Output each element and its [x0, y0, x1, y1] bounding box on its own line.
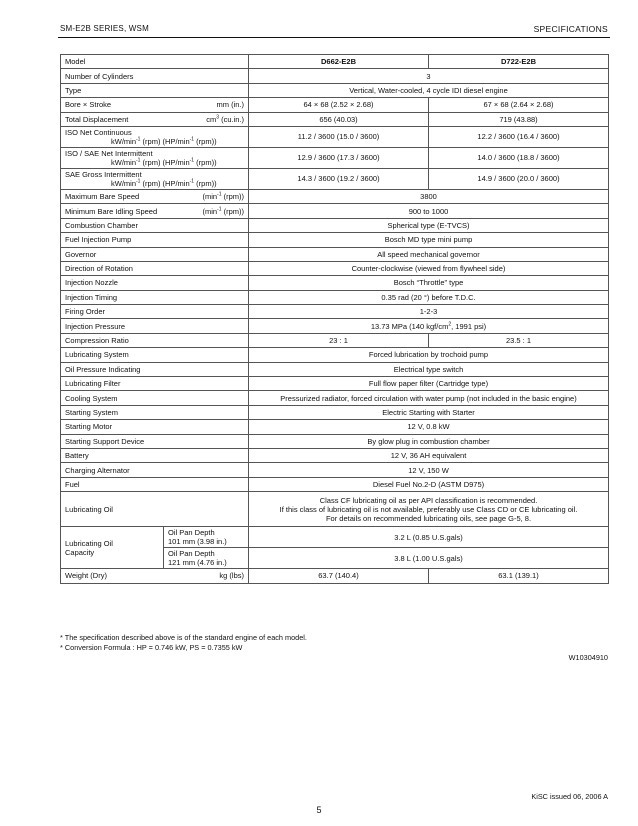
bore-d662: 64 × 68 (2.52 × 2.68): [249, 98, 429, 112]
row-model: [61, 55, 609, 69]
row-injection-timing: [61, 290, 609, 304]
nozzle-label: Injection Nozzle: [61, 276, 249, 290]
row-type: [61, 83, 609, 97]
min-idle-unit: ($\min^{-1}$ (rpm)): [202, 206, 244, 216]
capacity-b-value: 3.8 L (1.00 U.S.gals): [249, 548, 609, 569]
capacity-a-value: 3.2 L (0.85 U.S.gals): [249, 527, 609, 548]
header-rule: [58, 37, 610, 38]
nozzle-value: Bosch “Throttle” type: [249, 276, 609, 290]
specifications-table: [60, 54, 609, 584]
row-fuel: [61, 477, 609, 491]
document-code: W10304910: [568, 653, 608, 662]
iso-sae-unit: $kW/\min^{-1}$ (rpm) ($HP/\min^{-1}$ (rpm)): [111, 157, 217, 167]
iso-cont-unit: $kW/\min^{-1}$ (rpm) ($HP/\min^{-1}$ (rpm)): [111, 136, 217, 146]
min-idle-label: Minimum Bare Idling Speed: [65, 206, 158, 216]
rotation-label: Direction of Rotation: [61, 261, 249, 275]
oil-pressure-label: Oil Pressure Indicating: [61, 362, 249, 376]
row-iso-net-continuous: [61, 126, 609, 147]
type-label: Type: [61, 83, 249, 97]
weight-d662: 63.7 (140.4): [249, 569, 429, 583]
row-charging-alternator: [61, 463, 609, 477]
governor-value: All speed mechanical governor: [249, 247, 609, 261]
lub-oil-line-2: If this class of lubricating oil is not available, preferably use Class CD or CE lubricating oil.: [279, 504, 578, 514]
alternator-label: Charging Alternator: [61, 463, 249, 477]
row-combustion-chamber: [61, 218, 609, 232]
row-min-idling-speed: [61, 204, 609, 218]
sae-gross-label: SAE Gross Intermittent: [65, 169, 142, 179]
battery-value: 12 V, 36 AH equivalent: [249, 448, 609, 462]
row-displacement: [61, 112, 609, 126]
pressure-value: 13.73 MPa (140 kgf/$cm^2$, 1991 psi): [249, 319, 609, 333]
header-series-title: SM-E2B SERIES, WSM: [60, 24, 149, 33]
displacement-label: Total Displacement: [65, 114, 129, 124]
lub-oil-line-1: Class CF lubricating oil as per API classification is recommended.: [319, 495, 538, 505]
fuel-label: Fuel: [61, 477, 249, 491]
lub-oil-value: [249, 492, 609, 527]
row-starting-motor: [61, 420, 609, 434]
model-label: Model: [61, 55, 249, 69]
row-lubricating-system: [61, 348, 609, 362]
max-speed-label: Maximum Bare Speed: [65, 192, 140, 202]
lub-system-label: Lubricating System: [61, 348, 249, 362]
displacement-d722: 719 (43.88): [429, 112, 609, 126]
row-oil-pressure-indicating: [61, 362, 609, 376]
row-iso-sae-net-intermittent: [61, 147, 609, 168]
row-bore-stroke: [61, 98, 609, 112]
sae-gross-unit: $kW/\min^{-1}$ (rpm) ($HP/\min^{-1}$ (rpm)): [111, 178, 217, 188]
bore-unit: mm (in.): [216, 100, 244, 110]
support-label: Starting Support Device: [61, 434, 249, 448]
min-idle-value: 900 to 1000: [249, 204, 609, 218]
sae-gross-d662: 14.3 / 3600 (19.2 / 3600): [249, 168, 429, 189]
compression-label: Compression Ratio: [61, 333, 249, 347]
displacement-d662: 656 (40.03): [249, 112, 429, 126]
row-weight: [61, 569, 609, 583]
cylinders-value: 3: [249, 69, 609, 83]
fuel-value: Diesel Fuel No.2-D (ASTM D975): [249, 477, 609, 491]
row-injection-pressure: [61, 319, 609, 333]
type-value: Vertical, Water-cooled, 4 cycle IDI diesel engine: [249, 83, 609, 97]
lub-filter-label: Lubricating Filter: [61, 377, 249, 391]
sae-gross-d722: 14.9 / 3600 (20.0 / 3600): [429, 168, 609, 189]
row-lubricating-filter: [61, 377, 609, 391]
row-firing-order: [61, 305, 609, 319]
cylinders-label: Number of Cylinders: [61, 69, 249, 83]
iso-sae-d722: 14.0 / 3600 (18.8 / 3600): [429, 147, 609, 168]
capacity-a-label: Oil Pan Depth 101 mm (3.98 in.): [164, 527, 249, 548]
row-oil-capacity-101: [61, 527, 609, 548]
compression-d662: 23 : 1: [249, 333, 429, 347]
row-sae-gross-intermittent: [61, 168, 609, 189]
row-starting-support-device: [61, 434, 609, 448]
model-d662: D662-E2B: [249, 55, 429, 69]
lub-system-value: Forced lubrication by trochoid pump: [249, 348, 609, 362]
firing-label: Firing Order: [61, 305, 249, 319]
header-section-title: SPECIFICATIONS: [533, 24, 608, 34]
timing-label: Injection Timing: [61, 290, 249, 304]
oil-pressure-value: Electrical type switch: [249, 362, 609, 376]
row-direction-of-rotation: [61, 261, 609, 275]
row-lubricating-oil: [61, 492, 609, 527]
row-max-bare-speed: [61, 189, 609, 203]
row-compression-ratio: [61, 333, 609, 347]
row-governor: [61, 247, 609, 261]
iso-sae-label: ISO / SAE Net Intermittent: [65, 148, 153, 158]
model-d722: D722-E2B: [429, 55, 609, 69]
max-speed-unit: ($\min^{-1}$ (rpm)): [202, 191, 244, 202]
starting-value: Electric Starting with Starter: [249, 405, 609, 419]
lub-oil-label: Lubricating Oil: [61, 492, 249, 527]
iso-cont-d722: 12.2 / 3600 (16.4 / 3600): [429, 126, 609, 147]
footnotes: [60, 633, 307, 653]
combustion-value: Spherical type (E-TVCS): [249, 218, 609, 232]
combustion-label: Combustion Chamber: [61, 218, 249, 232]
weight-d722: 63.1 (139.1): [429, 569, 609, 583]
alternator-value: 12 V, 150 W: [249, 463, 609, 477]
weight-unit: kg (lbs): [219, 571, 244, 581]
cooling-label: Cooling System: [61, 391, 249, 405]
bore-label: Bore × Stroke: [65, 100, 112, 110]
row-fuel-injection-pump: [61, 233, 609, 247]
page-number: 5: [316, 805, 322, 815]
governor-label: Governor: [61, 247, 249, 261]
firing-value: 1-2-3: [249, 305, 609, 319]
motor-label: Starting Motor: [61, 420, 249, 434]
rotation-value: Counter-clockwise (viewed from flywheel side): [249, 261, 609, 275]
max-speed-value: 3800: [249, 189, 609, 203]
battery-label: Battery: [61, 448, 249, 462]
capacity-b-label: Oil Pan Depth 121 mm (4.76 in.): [164, 548, 249, 569]
row-injection-nozzle: [61, 276, 609, 290]
footnote-standard-engine: * The specification described above is of the standard engine of each model.: [60, 633, 307, 642]
row-battery: [61, 448, 609, 462]
displacement-unit: $cm^3$ (cu.in.): [206, 114, 244, 124]
capacity-label: Lubricating Oil Capacity: [61, 527, 164, 569]
cooling-value: Pressurized radiator, forced circulation with water pump (not included in the basic engine): [249, 391, 609, 405]
lub-oil-line-3: For details on recommended lubricating oils, see page G-5, 8.: [325, 513, 532, 523]
issued-note: KiSC issued 06, 2006 A: [531, 792, 608, 801]
fuel-pump-label: Fuel Injection Pump: [61, 233, 249, 247]
motor-value: 12 V, 0.8 kW: [249, 420, 609, 434]
row-cooling-system: [61, 391, 609, 405]
lub-filter-value: Full flow paper filter (Cartridge type): [249, 377, 609, 391]
timing-value: 0.35 rad (20 °) before T.D.C.: [249, 290, 609, 304]
iso-sae-d662: 12.9 / 3600 (17.3 / 3600): [249, 147, 429, 168]
starting-label: Starting System: [61, 405, 249, 419]
iso-cont-label: ISO Net Continuous: [65, 127, 132, 137]
compression-d722: 23.5 : 1: [429, 333, 609, 347]
footnote-conversion-formula: * Conversion Formula : HP = 0.746 kW, PS = 0.7355 kW: [60, 643, 243, 652]
bore-d722: 67 × 68 (2.64 × 2.68): [429, 98, 609, 112]
row-cylinders: [61, 69, 609, 83]
fuel-pump-value: Bosch MD type mini pump: [249, 233, 609, 247]
support-value: By glow plug in combustion chamber: [249, 434, 609, 448]
weight-label: Weight (Dry): [65, 571, 107, 581]
pressure-label: Injection Pressure: [61, 319, 249, 333]
iso-cont-d662: 11.2 / 3600 (15.0 / 3600): [249, 126, 429, 147]
row-starting-system: [61, 405, 609, 419]
